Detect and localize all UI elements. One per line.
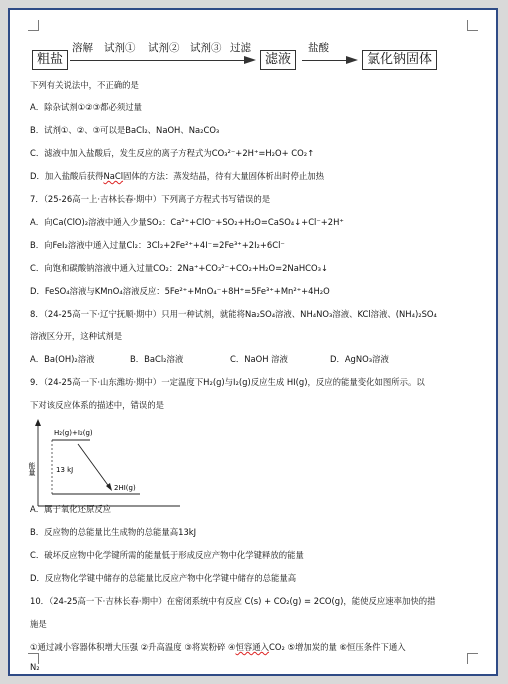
q7-option-a: A．向Ca(ClO)₂溶液中通入少量SO₂：Ca²⁺+ClO⁻+SO₂+H₂O=CaSO₄↓+Cl⁻+2H⁺	[30, 217, 344, 227]
reaction-arrow	[78, 444, 110, 488]
q8-option-b: B．BaCl₂溶液	[130, 354, 184, 364]
reactants-label: H₂(g)+I₂(g)	[54, 429, 93, 437]
q9-option-d: D．反应物化学键中储存的总能量比反应产物中化学键中储存的总能量高	[30, 573, 297, 583]
q8-option-a: A．Ba(OH)₂溶液	[30, 354, 95, 364]
step-reagent-2: 试剂②	[148, 42, 180, 54]
energy-diagram	[30, 418, 190, 508]
y-axis-label: 能量	[28, 462, 36, 476]
q7-stem: 7．（25-26高一上·吉林长春·期中）下列离子方程式书写错误的是	[30, 194, 271, 204]
corner-mark	[467, 653, 478, 664]
step-dissolve: 溶解	[72, 42, 93, 54]
sodium-chloride-box: 氯化钠固体	[362, 50, 437, 70]
q8-stem: 8．（24-25高一下·辽宁抚顺·期中）只用一种试剂，就能将Na₂SO₄溶液、NH₄NO₃溶液、KCl溶液、(NH₄)₂SO₄	[30, 309, 437, 319]
q6-option-d-text: D．加入盐酸后获得	[30, 171, 104, 181]
process-flow-chart	[32, 32, 482, 76]
q10-options-text: CO₂ ⑤增加炭的量 ⑥恒压条件下通入	[269, 642, 406, 652]
arrow-right-icon	[244, 54, 258, 66]
q9-stem: 9．（24-25高一下·山东潍坊·期中）一定温度下H₂(g)与I₂(g)反应生成 HI(g)，反应的能量变化如图所示。以	[30, 377, 425, 387]
q9-stem-cont: 下对该反应体系的描述中，错误的是	[30, 400, 164, 410]
q10-options-text: ①通过减小容器体积增大压强 ②升高温度 ③将炭粉碎 ④	[30, 642, 236, 652]
step-reagent-1: 试剂①	[104, 42, 136, 54]
q10-options-end: N₂	[30, 662, 40, 672]
q6-option-d-text: 固体的方法：蒸发结晶，待有大量固体析出时停止加热	[123, 171, 325, 181]
q7-option-b: B．向FeI₂溶液中通入过量Cl₂：3Cl₂+2Fe²⁺+4I⁻=2Fe³⁺+2I₂+6Cl⁻	[30, 240, 285, 250]
q9-option-b: B．反应物的总能量比生成物的总能量高13kJ	[30, 527, 197, 537]
flow-line	[70, 60, 250, 61]
arrow-right-icon	[346, 54, 360, 66]
q9-option-a: A．属于氧化还原反应	[30, 504, 112, 514]
q6-option-d	[30, 171, 324, 182]
q6-option-b: B．试剂①、②、③可以是BaCl₂、NaOH、Na₂CO₃	[30, 125, 220, 135]
q10-stem-cont: 施是	[30, 619, 47, 629]
q8-stem-cont: 溶液区分开，这种试剂是	[30, 331, 123, 341]
q10-stem: 10．（24-25高一下·吉林长春·期中）在密闭系统中有反应 C(s) + CO₂(g) = 2CO(g)，能使反应速率加快的措	[30, 596, 436, 606]
q7-option-c: C．向饱和碳酸钠溶液中通入过量CO₂：2Na⁺+CO₃²⁻+CO₂+H₂O=2NaHCO₃↓	[30, 263, 328, 273]
q10-options	[30, 642, 406, 653]
q6-option-a: A．除杂试剂①②③都必须过量	[30, 102, 143, 112]
energy-delta-label: 13 kJ	[56, 466, 74, 474]
q10-options-marked: 恒容通入	[235, 642, 270, 652]
step-hydrochloric-acid: 盐酸	[308, 42, 329, 54]
y-axis-arrow-icon	[35, 419, 41, 426]
document-page	[8, 8, 498, 676]
step-filter: 过滤	[230, 42, 251, 54]
q6-option-d-marked: NaCl	[103, 171, 124, 181]
corner-mark	[467, 20, 478, 31]
corner-mark	[28, 20, 39, 31]
crude-salt-box: 粗盐	[32, 50, 68, 70]
q9-option-c: C．破坏反应物中化学键所需的能量低于形成反应产物中化学键释放的能量	[30, 550, 304, 560]
products-label: 2HI(g)	[114, 484, 136, 492]
q8-option-d: D．AgNO₃溶液	[330, 354, 389, 364]
filtrate-box: 滤液	[260, 50, 296, 70]
q7-option-d: D．FeSO₄溶液与KMnO₄溶液反应：5Fe²⁺+MnO₄⁻+8H⁺=5Fe³⁺+Mn²⁺+4H₂O	[30, 286, 330, 296]
q8-option-c: C．NaOH 溶液	[230, 354, 288, 364]
q6-option-c: C．滤液中加入盐酸后，发生反应的离子方程式为CO₃²⁻+2H⁺=H₂O+ CO₂↑	[30, 148, 315, 158]
step-reagent-3: 试剂③	[190, 42, 222, 54]
q6-stem: 下列有关说法中，不正确的是	[30, 80, 139, 90]
